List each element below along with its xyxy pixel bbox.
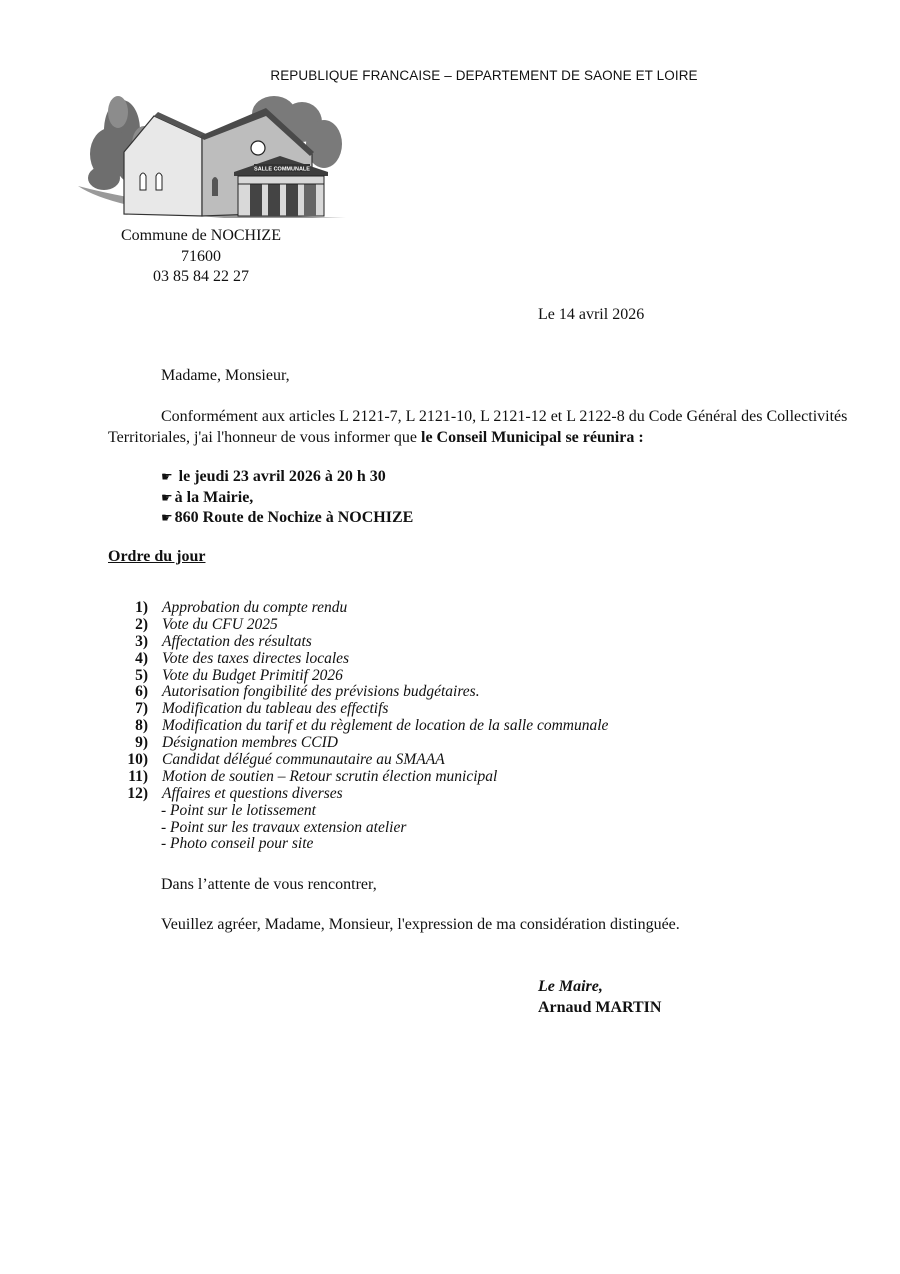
commune-name: Commune de NOCHIZE	[121, 227, 281, 244]
agenda-subitem-text: - Point sur les travaux extension atelier	[161, 818, 407, 836]
agenda-item-number: 3)	[135, 632, 148, 650]
signature-role: Le Maire,	[538, 978, 603, 995]
commune-postcode: 71600	[181, 247, 221, 265]
agenda-item-number: 8)	[135, 717, 148, 735]
agenda-item-text: Approbation du compte rendu	[162, 599, 348, 616]
agenda-item-text: Motion de soutien – Retour scrutin élection municipal	[162, 767, 498, 785]
commune-phone: 03 85 84 22 27	[153, 268, 249, 285]
agenda-item-text: Vote du Budget Primitif 2026	[162, 666, 343, 684]
agenda-item-text: Autorisation fongibilité des prévisions budgétaires.	[162, 683, 480, 701]
intro-bold: le Conseil Municipal se réunira :	[421, 428, 644, 446]
agenda-item-number: 1)	[135, 599, 148, 616]
signature-block	[538, 977, 661, 1018]
commune-block	[108, 226, 294, 288]
meeting-address: 860 Route de Nochize à NOCHIZE	[174, 509, 414, 526]
agenda-title: Ordre du jour	[108, 548, 206, 565]
signature-name: Arnaud MARTIN	[538, 998, 662, 1016]
agenda-item-number: 7)	[135, 700, 148, 718]
pointing-hand-icon: ☛	[161, 489, 173, 505]
meeting-when-line	[161, 467, 413, 488]
salle-communale-sign: SALLE COMMUNALE	[254, 166, 310, 173]
agenda-subitem-text: - Point sur le lotissement	[161, 801, 316, 819]
pointing-hand-icon: ☛	[161, 469, 173, 484]
header-republique: REPUBLIQUE FRANCAISE – DEPARTEMENT DE SAONE ET LOIRE	[270, 68, 698, 83]
agenda-item-text: Modification du tarif et du règlement de location de la salle communale	[162, 717, 609, 735]
agenda-item-number: 12)	[127, 784, 148, 802]
intro-text: Conformément aux articles L 2121-7, L 2121-10, L 2121-12 et L 2122-8 du Code Général des Collectivités Territoriales, j'ai l'honneur de vous informer que	[108, 408, 848, 446]
agenda-item-number: 9)	[135, 734, 148, 752]
intro-paragraph	[108, 407, 848, 448]
meeting-address-line	[161, 508, 413, 529]
meeting-details	[161, 467, 413, 529]
agenda-item-text: Vote du CFU 2025	[162, 615, 278, 633]
meeting-where-line	[161, 488, 413, 509]
meeting-when: le jeudi 23 avril 2026 à 20 h 30	[174, 468, 386, 485]
agenda-item-text: Désignation membres CCID	[162, 734, 338, 752]
agenda-item-text: Affectation des résultats	[162, 632, 312, 650]
pointing-hand-icon: ☛	[161, 510, 173, 525]
agenda-item-number: 11)	[128, 767, 148, 785]
agenda-item-number: 4)	[135, 649, 148, 667]
agenda-item-number: 2)	[135, 615, 148, 633]
agenda-item-number: 6)	[135, 683, 148, 701]
closing-line-2: Veuillez agréer, Madame, Monsieur, l'expression de ma considération distinguée.	[161, 916, 680, 933]
town-hall-illustration	[74, 92, 350, 222]
agenda-item-number: 10)	[127, 751, 148, 769]
agenda-item-text: Vote des taxes directes locales	[162, 649, 350, 667]
meeting-where: à la Mairie,	[174, 488, 254, 506]
agenda-item-number: 5)	[135, 666, 148, 684]
salutation: Madame, Monsieur,	[161, 367, 290, 384]
agenda-subitem-text: - Photo conseil pour site	[161, 835, 314, 853]
agenda-item-text: Modification du tableau des effectifs	[162, 700, 389, 718]
letter-date: Le 14 avril 2026	[538, 306, 645, 323]
agenda-item-text: Affaires et questions diverses	[162, 784, 343, 802]
closing-line-1: Dans l’attente de vous rencontrer,	[161, 876, 377, 893]
agenda-item-text: Candidat délégué communautaire au SMAAA	[162, 751, 445, 769]
